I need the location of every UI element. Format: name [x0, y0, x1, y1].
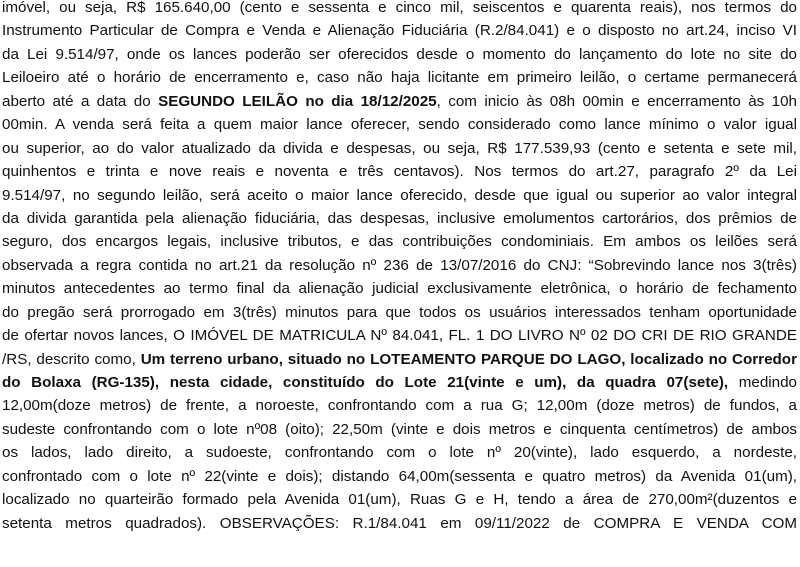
paragraph-line — [2, 184, 797, 207]
paragraph-line — [2, 137, 797, 160]
bold-text: SEGUNDO LEILÃO no dia 18/12/2025 — [158, 92, 437, 110]
text-segment: 9.514/97, no segundo leilão, será aceito o maior lance oferecido, desde que igual ou superior ao valor integral — [2, 186, 797, 204]
paragraph-line — [2, 277, 797, 300]
text-segment: /RS, descrito como, — [2, 350, 141, 368]
text-segment: do pregão será prorrogado em 3(três) minutos para que todos os usuários interessados tenham oportunidade — [2, 303, 797, 321]
bold-text: Um terreno urbano, situado no LOTEAMENTO PARQUE DO LAGO, localizado no Corredor — [140, 350, 797, 368]
text-segment: 00min. A venda será feita a quem maior lance oferecer, sendo considerado como lance mínimo o valor igual — [2, 116, 797, 134]
paragraph-line — [2, 465, 797, 488]
paragraph-line — [2, 301, 797, 324]
text-segment: localizado no quarteirão formado pela Avenida 01(um), Ruas G e H, tendo a área de 270,00m²(duzentos e — [2, 491, 797, 509]
text-segment: 12,00m(doze metros) de frente, a noroeste, confrontando com a rua G; 12,00m (doze metros) de fundos, a — [2, 397, 797, 415]
text-segment: ou superior, ao do valor atualizado da divida e despesas, ou seja, R$ 177.539,93 (cento e setenta e sete mil, — [2, 139, 797, 157]
paragraph-line — [2, 348, 797, 371]
text-segment: aberto até a data do — [2, 92, 159, 110]
text-segment: seguro, dos encargos legais, inclusive tributos, e das contribuições condominiais. Em ambos os leilões será — [2, 233, 797, 251]
text-segment: os lados, lado direito, a sudoeste, confrontando com o lote nº 20(vinte), lado esquerdo, a nordeste, — [2, 444, 797, 462]
text-segment: , com inicio às 08h 00min e encerramento às 10h — [436, 92, 797, 110]
paragraph-line — [2, 66, 797, 89]
paragraph-line — [2, 113, 797, 136]
text-segment: da divida garantida pela alienação fiduciária, das despesas, inclusive emolumentos cartorários, dos prêmios de — [2, 209, 797, 227]
text-segment: setenta metros quadrados). OBSERVAÇÕES: R.1/84.041 em 09/11/2022 de COMPRA E VENDA COM — [2, 514, 797, 532]
paragraph-line — [2, 43, 797, 66]
text-segment: minutos antecedentes ao termo final da alienação judicial exclusivamente eletrônica, o horário de fechamento — [2, 280, 797, 298]
paragraph-line — [2, 90, 797, 113]
paragraph-line — [2, 230, 797, 253]
paragraph-line — [2, 19, 797, 42]
paragraph-line — [2, 324, 797, 347]
paragraph-line — [2, 418, 797, 441]
text-segment: de ofertar novos lances, O IMÓVEL DE MATRICULA Nº 84.041, FL. 1 DO LIVRO Nº 02 DO CRI DE RIO GRANDE — [2, 327, 797, 345]
paragraph-line — [2, 0, 797, 19]
text-segment: quinhentos e trinta e nove reais e noventa e três centavos). Nos termos do art.27, paragrafo 2º da Lei — [2, 163, 797, 181]
text-segment: observada a regra contida no art.21 da resolução nº 236 de 13/07/2016 do CNJ: “Sobrevindo lance nos 3(três) — [2, 256, 797, 274]
text-segment: imóvel, ou seja, R$ 165.640,00 (cento e sessenta e cinco mil, seiscentos e quarenta reais), nos termos do — [2, 0, 797, 16]
text-segment: sudeste confrontando com o lote nº08 (oito); 22,50m (vinte e dois metros e cinquenta centímetros) de ambos — [2, 420, 797, 438]
paragraph-line — [2, 254, 797, 277]
paragraph-line — [2, 488, 797, 511]
document-body — [2, 0, 797, 535]
paragraph-line — [2, 371, 797, 394]
text-segment: confrontado com o lote nº 22(vinte e dois); distando 64,00m(sessenta e quatro metros) da Avenida 01(um), — [2, 467, 797, 485]
paragraph-line — [2, 160, 797, 183]
text-segment: da Lei 9.514/97, onde os lances poderão ser oferecidos desde o momento do lançamento do lote no site do — [2, 45, 797, 63]
bold-text: do Bolaxa (RG-135), nesta cidade, constituído do Lote 21(vinte e um), da quadra 07(sete), — [2, 374, 729, 391]
text-segment: medindo — [728, 374, 797, 391]
paragraph-line — [2, 512, 797, 535]
text-segment: Leiloeiro até o horário de encerramento e, caso não haja licitante em primeiro leilão, o certame permanecerá — [2, 69, 797, 87]
paragraph-line — [2, 441, 797, 464]
paragraph-line — [2, 394, 797, 417]
paragraph-line — [2, 207, 797, 230]
text-segment: Instrumento Particular de Compra e Venda e Alienação Fiduciária (R.2/84.041) e o disposto no art.24, inciso VI — [2, 22, 797, 40]
